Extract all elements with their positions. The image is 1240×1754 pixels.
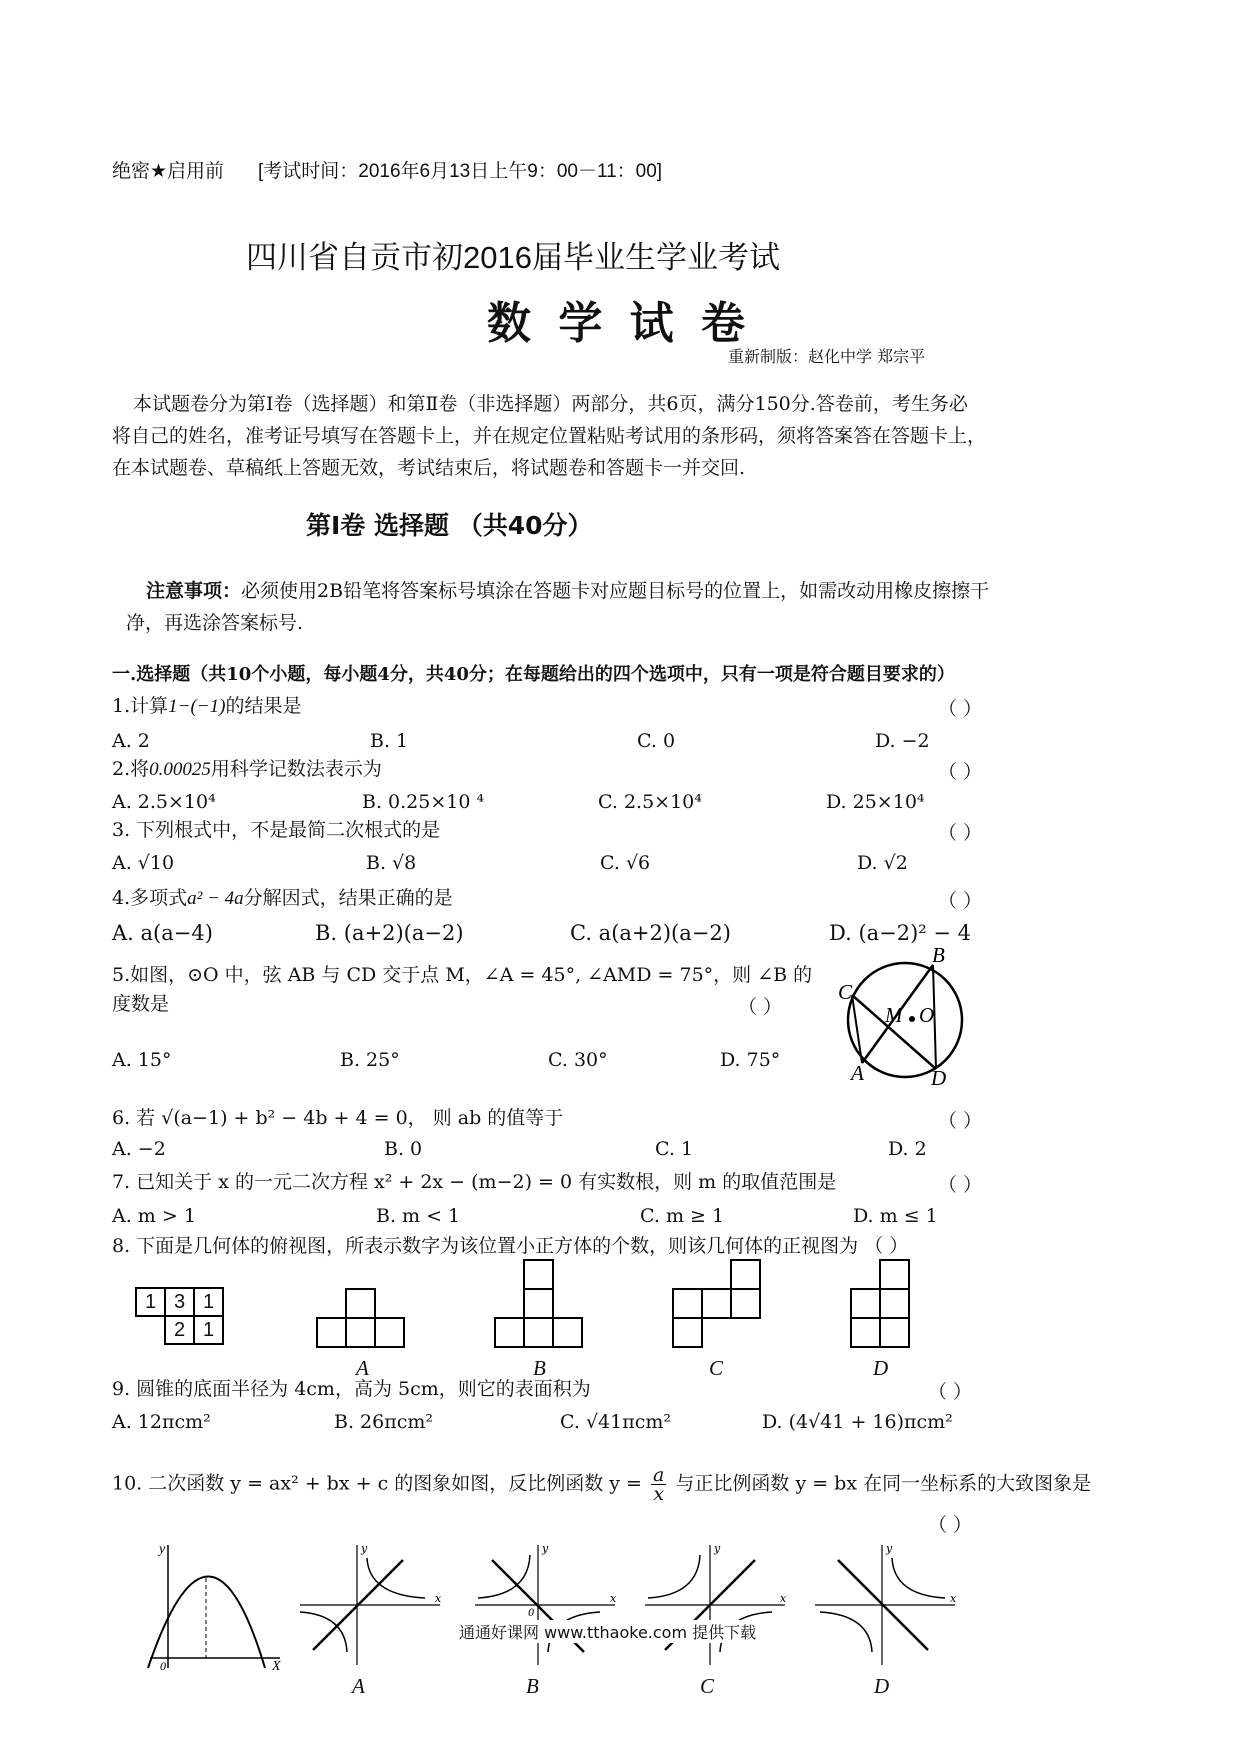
hyperbola-branch [300,1612,347,1652]
cube [523,1288,554,1319]
cube [672,1288,703,1319]
intro-line-1: 本试题卷分为第Ⅰ卷（选择题）和第Ⅱ卷（非选择题）两部分，共6页，满分150分.答卷前，考生务必 [133,393,968,415]
grid-cell: 1 [135,1287,166,1317]
label-a: A [851,1061,864,1085]
origin-label: 0 [528,1608,535,1619]
cube [523,1317,554,1348]
q6-stem: 6. 若 √(a−1) + b² − 4b + 4 = 0， 则 ab 的值等于 [112,1107,564,1129]
q7-stem: 7. 已知关于 x 的一元二次方程 x² + 2x − (m−2) = 0 有实数根，则 m 的取值范围是 [112,1171,837,1193]
q10-stem: 10. 二次函数 y = ax² + bx + c 的图象如图，反比例函数 y = $\frac{a}{x}$ 与正比例函数 y = bx 在同一坐标系的大致图象是 [112,1464,1092,1505]
q5-option-b: B. 25° [340,1049,400,1071]
q6-option-d: D. 2 [888,1138,927,1160]
q6-option-a: A. −2 [112,1138,166,1160]
q4-stem: 4.多项式a² − 4a分解因式，结果正确的是 [112,887,453,909]
q8-label-c: C [709,1356,724,1380]
label-m: M [885,1003,903,1027]
q9-option-a: A. 12πcm² [112,1411,211,1433]
y-label: y [542,1542,549,1555]
grid-cell: 1 [193,1287,224,1317]
cube [850,1288,881,1319]
notice [146,579,989,603]
q10-parabola-graph [140,1540,290,1670]
q9-option-b: B. 26πcm² [334,1411,433,1433]
q4-answer-paren: （ ） [938,890,983,912]
q8-stem: 8. 下面是几何体的俯视图，所表示数字为该位置小正方体的个数，则该几何体的正视图为 （ ） [112,1235,909,1257]
q1-option-a: A. 2 [112,730,150,752]
q3-option-d: D. √2 [857,852,908,874]
label-o: O [919,1003,935,1027]
q2-option-b: B. 0.25×10 ⁴ [362,791,485,813]
hyperbola-branch [892,1558,945,1598]
q10-label-c: C [700,1674,715,1698]
notice-text-1: 必须使用2B铅笔将答案标号填涂在答题卡对应题目标号的位置上，如需改动用橡皮擦擦干 [241,580,990,602]
hyperbola-branch [820,1612,872,1652]
cube [730,1259,761,1290]
q1-option-b: B. 1 [370,730,409,752]
grid-cell: 2 [164,1315,195,1345]
y-label: y [159,1542,166,1557]
grid-cell: 1 [193,1315,224,1345]
q8-figure-c [672,1259,767,1351]
cube [494,1317,525,1348]
cube [850,1317,881,1348]
cube [879,1317,910,1348]
grid-cell: 3 [164,1287,195,1317]
q1-answer-paren: （ ） [938,698,983,720]
exam-title: 四川省自贡市初2016届毕业生学业考试 [246,240,780,275]
x-label: x [435,1592,442,1605]
q7-option-d: D. m ≤ 1 [853,1205,938,1227]
center-dot [909,1016,915,1022]
q10-graph-a [295,1540,445,1670]
q5-circle-figure [830,945,980,1095]
q2-option-c: C. 2.5×10⁴ [598,791,702,813]
q2-option-a: A. 2.5×10⁴ [112,791,216,813]
q1-option-c: C. 0 [637,730,676,752]
q10-answer-paren: （ ） [928,1514,973,1536]
q10-label-d: D [874,1674,890,1698]
q3-option-a: A. √10 [112,852,175,874]
q4-option-d: D. (a−2)² − 4 [829,921,972,945]
secret-label: 绝密★启用前 [112,161,225,182]
hyperbola-branch [648,1555,700,1598]
cube [552,1317,583,1348]
intro-line-2: 将自己的姓名，准考证号填写在答题卡上，并在规定位置粘贴考试用的条形码，须将答案答在答题卡上， [112,425,987,447]
q4-option-b: B. (a+2)(a−2) [315,921,464,945]
cube [730,1288,761,1319]
q8-figure-d [850,1259,916,1351]
q7-answer-paren: （ ） [938,1174,983,1196]
x-label: X [272,1659,281,1670]
origin-label: 0 [160,1659,166,1670]
q10-label-b: B [526,1674,539,1698]
cube [316,1317,347,1348]
y-label: y [361,1542,368,1555]
q9-answer-paren: （ ） [928,1381,973,1403]
cube [672,1317,703,1348]
part-heading: 一.选择题（共10个小题，每小题4分，共40分；在每题给出的四个选项中，只有一项是符合题目要求的） [112,664,955,685]
q7-option-a: A. m > 1 [112,1205,196,1227]
cube [374,1317,405,1348]
y-label: y [714,1542,721,1555]
q6-option-b: B. 0 [384,1138,423,1160]
credit: 重新制版：赵化中学 郑宗平 [728,347,926,366]
q9-option-d: D. (4√41 + 16)πcm² [762,1411,953,1433]
q8-figure-a [316,1288,411,1350]
cube [345,1288,376,1319]
q5-stem-line-2: 度数是 [112,993,170,1015]
cube [879,1288,910,1319]
q9-stem: 9. 圆锥的底面半径为 4cm，高为 5cm，则它的表面积为 [112,1378,591,1400]
q8-label-d: D [873,1356,889,1380]
q6-option-c: C. 1 [655,1138,694,1160]
q10-fraction: $\frac{a}{x}$ [653,1464,665,1505]
cube [879,1259,910,1290]
q8-label-b: B [533,1356,546,1380]
q2-option-d: D. 25×10⁴ [826,791,925,813]
exam-time: [考试时间：2016年6月13日上午9：00－11：00] [258,161,663,182]
x-label: x [610,1592,617,1605]
section-title: 第Ⅰ卷 选择题 （共40分） [306,511,593,540]
label-d: D [931,1066,947,1090]
intro-line-3: 在本试题卷、草稿纸上答题无效，考试结束后，将试题卷和答题卡一并交回. [112,457,746,479]
q3-option-b: B. √8 [366,852,417,874]
notice-label: 注意事项： [146,580,242,602]
q7-option-c: C. m ≥ 1 [640,1205,725,1227]
q10-graph-b [470,1540,620,1670]
q2-answer-paren: （ ） [938,761,983,783]
q4-option-a: A. a(a−4) [112,921,213,945]
q3-stem: 3. 下列根式中，不是最简二次根式的是 [112,819,441,841]
q8-label-a: A [356,1356,369,1380]
cube [345,1317,376,1348]
q5-option-c: C. 30° [548,1049,608,1071]
q8-top-view-grid [135,1287,235,1347]
x-label: x [950,1592,957,1605]
q5-stem-line-1: 5.如图，⊙O 中，弦 AB 与 CD 交于点 M，∠A = 45°, ∠AMD = 75°，则 ∠B 的 [112,964,813,986]
q1-stem: 1.计算1−(−1)的结果是 [112,695,302,717]
y-label: y [886,1542,893,1555]
cube [701,1288,732,1319]
notice-line-2: 净，再选涂答案标号. [126,612,304,634]
cube [523,1259,554,1290]
q8-figure-b [494,1259,589,1351]
label-c: C [838,980,853,1004]
q3-answer-paren: （ ） [938,822,983,844]
q1-option-d: D. −2 [875,730,930,752]
x-label: x [780,1592,787,1605]
q5-option-d: D. 75° [720,1049,781,1071]
q10-label-a: A [352,1674,365,1698]
q2-stem: 2.将0.00025用科学记数法表示为 [112,758,382,780]
q10-graph-d [810,1540,960,1670]
q7-option-b: B. m < 1 [376,1205,461,1227]
q3-option-c: C. √6 [600,852,651,874]
q6-answer-paren: （ ） [938,1110,983,1132]
q5-answer-paren: （ ） [738,996,783,1018]
q1-expr: 1−(−1) [168,696,226,717]
q5-option-a: A. 15° [112,1049,172,1071]
q10-graph-c [640,1540,790,1670]
footer-watermark[interactable]: 通通好课网 www.tthaoke.com 提供下载 [455,1620,760,1643]
hyperbola-branch [367,1558,425,1598]
q9-option-c: C. √41πcm² [560,1411,671,1433]
q4-option-c: C. a(a+2)(a−2) [570,921,731,945]
label-b: B [932,945,945,967]
subject-title: 数 学 试 卷 [487,298,751,349]
